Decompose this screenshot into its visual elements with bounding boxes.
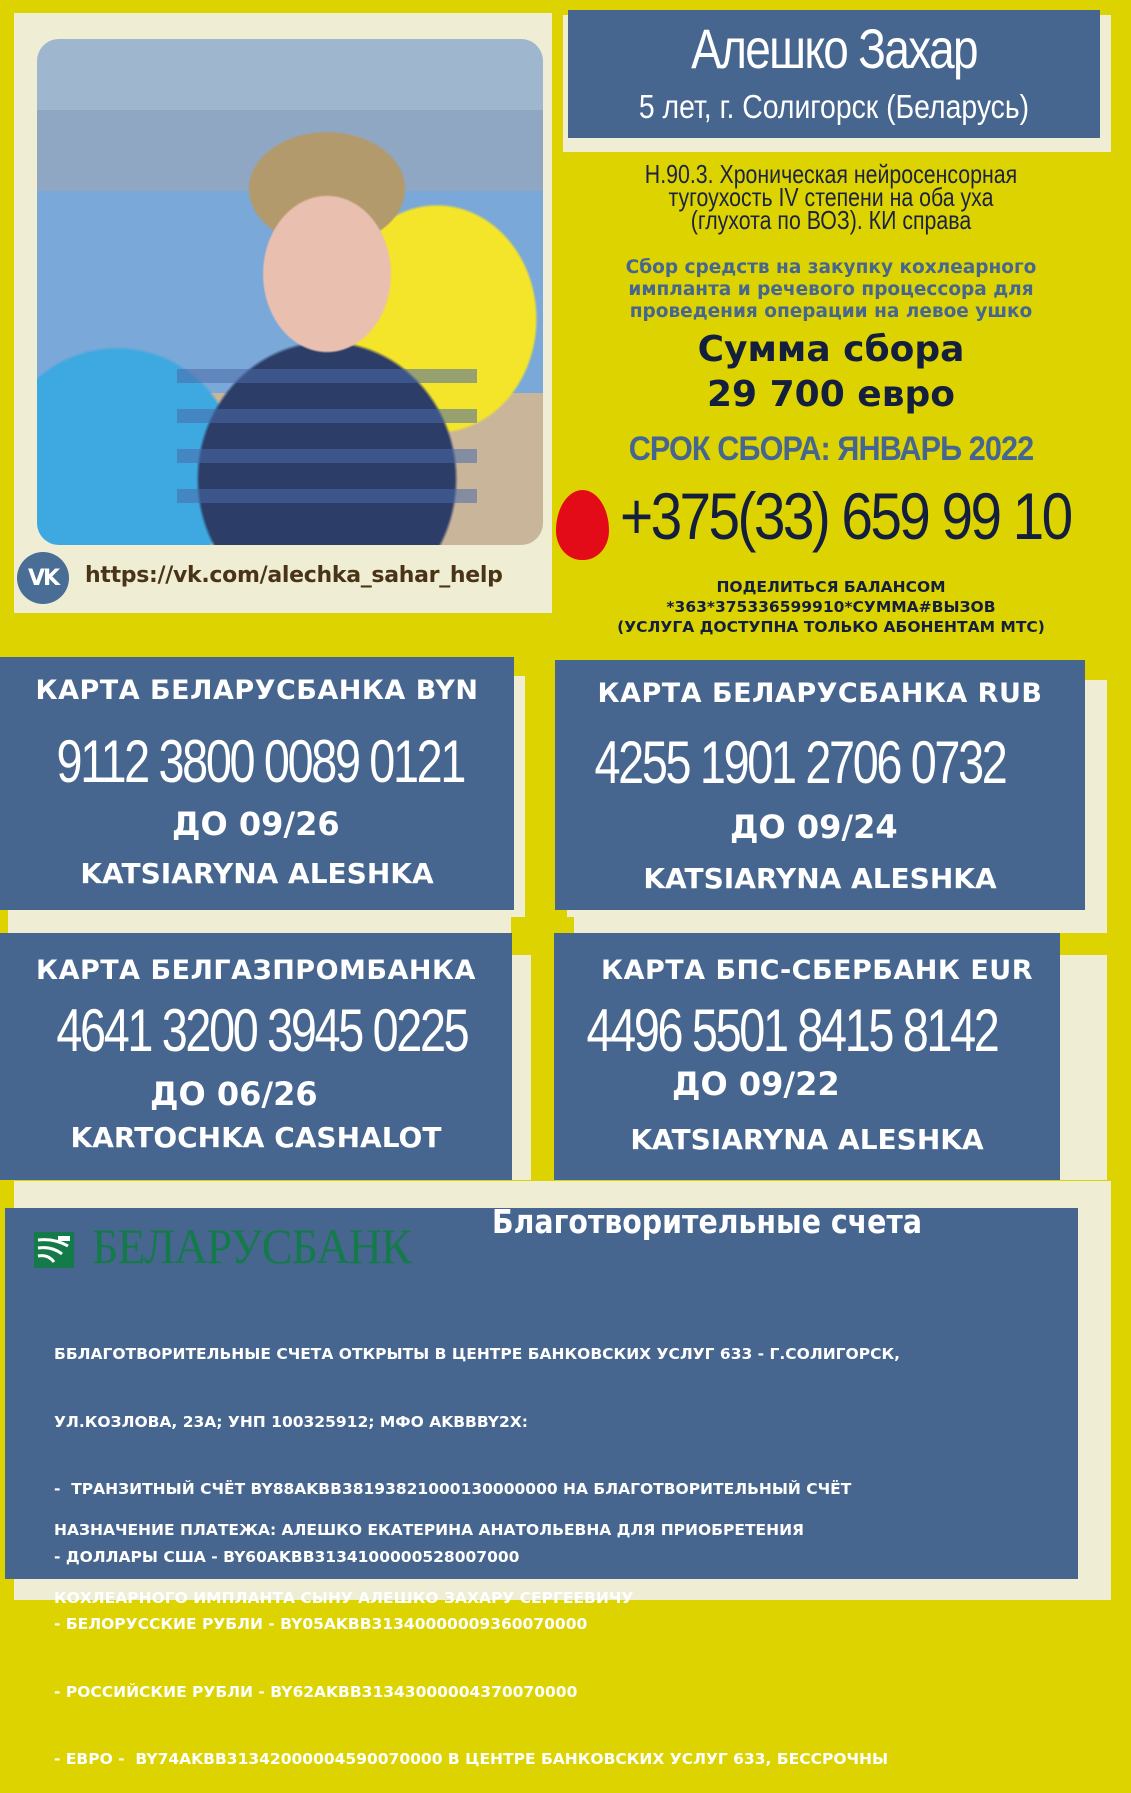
share-balance-note: (УСЛУГА ДОСТУПНА ТОЛЬКО АБОНЕНТАМ МТС) <box>617 618 1045 636</box>
charity-intro-line: УЛ.КОЗЛОВА, 23А; УНП 100325912; МФО AKBBBY2X: <box>54 1412 528 1431</box>
account-line[interactable]: - ДОЛЛАРЫ США - BY60AKBB31341000005280070​00 <box>54 1547 520 1566</box>
photo-detail <box>177 369 477 383</box>
card-bank-name: КАРТА БЕЛАРУСБАНКА BYN <box>35 675 479 706</box>
payment-purpose <box>54 1474 1074 1632</box>
bank-card-bps-sberbank-eur <box>554 933 1060 1180</box>
card-number[interactable]: 9112 3800 0089 0121 <box>56 728 465 795</box>
purpose-line: импланта и речевого процессора для <box>628 279 1034 300</box>
card-number[interactable]: 4255 1901 2706 0732 <box>594 729 1006 796</box>
photo-detail <box>177 409 477 423</box>
purpose-line: Сбор средств на закупку кохлеарного <box>625 257 1037 278</box>
card-expiry: ДО 06/26 <box>150 1075 318 1113</box>
belarusbank-logo-text: БЕЛАРУСБАНК <box>92 1218 411 1274</box>
charity-title: Благотворительные счета <box>492 1202 922 1241</box>
vk-icon[interactable] <box>17 552 69 604</box>
account-line[interactable]: - БЕЛОРУССКИЕ РУБЛИ - BY05AKBB31340000009360070000 <box>54 1615 588 1633</box>
deadline: СРОК СБОРА: ЯНВАРЬ 2022 <box>628 430 1034 468</box>
child-age-city: 5 лет, г. Солигорск (Беларусь) <box>638 88 1030 125</box>
card-holder: KATSIARYNA ALESHKA <box>630 1123 984 1156</box>
card-shadow <box>574 910 1107 933</box>
phone-number[interactable]: +375(33) 659 99 10 <box>620 479 1071 553</box>
card-expiry: ДО 09/26 <box>172 805 340 843</box>
diagnosis-line: (глухота по ВОЗ). КИ справа <box>690 205 972 235</box>
card-shadow <box>511 955 531 1180</box>
charity-intro-line: ББЛАГОТВОРИТЕЛЬНЫЕ СЧЕТА ОТКРЫТЫ В ЦЕНТРЕ БАНКОВСКИХ УСЛУГ 633 - Г.СОЛИГОРСК, <box>54 1345 901 1363</box>
title-box <box>568 10 1100 138</box>
vk-link[interactable]: https://vk.com/alechka_sahar_help <box>85 563 503 588</box>
child-name: Алешко Захар <box>691 17 977 80</box>
share-balance-title: ПОДЕЛИТЬСЯ БАЛАНСОМ <box>716 578 946 596</box>
bank-card-belarusbank-byn <box>0 657 514 910</box>
photo-detail <box>177 489 477 503</box>
card-number[interactable]: 4641 3200 3945 0225 <box>56 997 468 1064</box>
card-bank-name: КАРТА БЕЛАРУСБАНКА RUB <box>597 678 1043 709</box>
account-line[interactable]: - ЕВРО - BY74AKBB31342000004590070000 В ЦЕНТРЕ БАНКОВСКИХ УСЛУГ 633, БЕССРОЧНЫ <box>54 1750 889 1768</box>
card-holder: KATSIARYNA ALESHKA <box>643 862 997 895</box>
sum-label: Сумма сбора <box>697 329 965 370</box>
share-balance-code[interactable]: *363*375336599910*СУММА#ВЫЗОВ <box>666 598 996 616</box>
purpose-line: проведения операции на левое ушко <box>629 301 1033 322</box>
payment-purpose-line: НАЗНАЧЕНИЕ ПЛАТЕЖА: АЛЕШКО ЕКАТЕРИНА АНАТОЛЬЕВНА ДЛЯ ПРИОБРЕТЕНИЯ <box>54 1521 804 1539</box>
card-shadow <box>1060 955 1107 1180</box>
account-line[interactable]: - ТРАНЗИТНЫЙ СЧЁТ BY88AKBB38193821000130000000 НА БЛАГОТВОРИТЕЛЬНЫЙ СЧЁТ <box>54 1480 852 1498</box>
fundraising-purpose <box>556 257 1106 323</box>
photo-detail <box>177 449 477 463</box>
account-line[interactable]: - РОССИЙСКИЕ РУБЛИ - BY62AKBB31343000004370070000 <box>54 1682 578 1701</box>
diagnosis <box>606 159 1057 235</box>
child-photo <box>37 39 543 545</box>
mts-egg-icon <box>556 490 609 560</box>
bank-card-belarusbank-rub <box>555 660 1085 910</box>
card-holder: KARTOCHKA CASHALOT <box>70 1121 442 1154</box>
payment-purpose-line: КОХЛЕАРНОГО ИМПЛАНТА СЫНУ АЛЕШКО ЗАХАРУ СЕРГЕЕВИЧУ <box>54 1588 634 1607</box>
belarusbank-logo-icon <box>34 1232 74 1268</box>
sum-value: 29 700 евро <box>706 374 955 415</box>
card-bank-name: КАРТА БЕЛГАЗПРОМБАНКА <box>36 955 476 986</box>
diagnosis-line: Н.90.3. Хроническая нейросенсорная <box>644 159 1018 189</box>
card-shadow <box>8 910 511 933</box>
card-number[interactable]: 4496 5501 8415 8142 <box>586 997 998 1064</box>
card-expiry: ДО 09/22 <box>672 1065 840 1103</box>
bank-card-belgazprombank <box>0 933 512 1180</box>
card-holder: KATSIARYNA ALESHKA <box>80 857 434 890</box>
card-bank-name: КАРТА БПС-СБЕРБАНК EUR <box>601 955 1033 986</box>
diagnosis-line: тугоухость IV степени на оба уха <box>668 182 994 212</box>
vk-icon-label: VK <box>27 565 59 591</box>
card-expiry: ДО 09/24 <box>730 808 898 846</box>
